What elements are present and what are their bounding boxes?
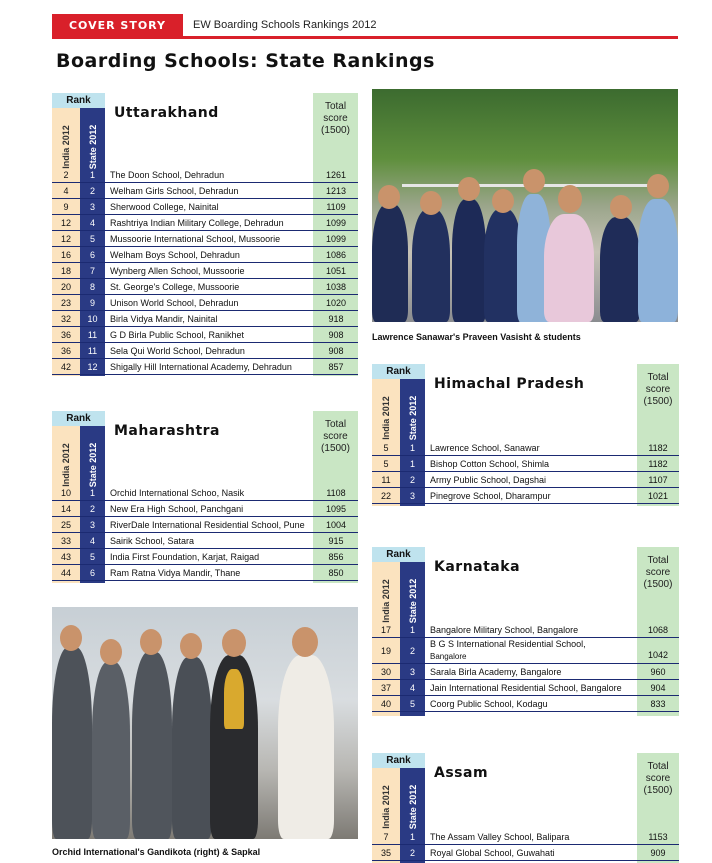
india-rank: 17 [380, 625, 391, 635]
table-row [52, 231, 358, 247]
state-rank: 6 [89, 568, 95, 578]
state-rank: 4 [89, 218, 95, 228]
india-rank: 42 [60, 362, 71, 372]
table-row [372, 845, 679, 861]
table-row [372, 456, 679, 472]
table-row [372, 664, 679, 680]
table-assam [372, 753, 679, 863]
school-name: Jain International Residential School, Bangalore [430, 683, 622, 693]
school-name: The Doon School, Dehradun [110, 170, 225, 180]
india-rank: 5 [383, 443, 389, 453]
header-subtitle: EW Boarding Schools Rankings 2012 [193, 19, 377, 31]
table-row [52, 533, 358, 549]
india-rank: 18 [60, 266, 71, 276]
total-header: Total score (1500) [321, 101, 350, 136]
school-name: Lawrence School, Sanawar [430, 443, 540, 453]
state-rank: 1 [409, 443, 415, 453]
table-row [52, 501, 358, 517]
table-row [52, 215, 358, 231]
state-rank: 11 [87, 330, 98, 340]
india-rank: 36 [60, 346, 71, 356]
table-row [52, 485, 358, 501]
total-score: 1108 [326, 488, 346, 498]
total-score: 915 [328, 536, 344, 546]
school-name: Unison World School, Dehradun [110, 298, 239, 308]
total-score: 918 [328, 314, 344, 324]
table-row [52, 549, 358, 565]
table-row [52, 295, 358, 311]
school-name: Welham Boys School, Dehradun [110, 250, 240, 260]
state-rank: 8 [89, 282, 95, 292]
school-name: Bishop Cotton School, Shimla [430, 459, 550, 469]
india-rank: 16 [60, 250, 71, 260]
india-rank: 35 [380, 848, 391, 858]
table-row [372, 696, 679, 712]
table-row [372, 488, 679, 504]
india-rank: 30 [380, 667, 391, 677]
total-score: 1042 [647, 650, 669, 660]
table-row [52, 167, 358, 183]
state-rank: 4 [89, 536, 95, 546]
total-score: 1182 [648, 443, 668, 453]
total-score: 1213 [325, 186, 347, 196]
table-uttarakhand [52, 93, 358, 376]
india-rank: 20 [60, 282, 71, 292]
school-name: St. George's College, Mussoorie [110, 282, 240, 292]
total-header: Total score (1500) [643, 555, 673, 590]
state-rank: 1 [89, 488, 95, 498]
state-rank: 9 [89, 298, 95, 308]
school-name: Shigally Hill International Academy, Dehradun [110, 362, 292, 372]
header-rule [52, 36, 678, 39]
india-rank: 4 [63, 186, 69, 196]
india-rank: 7 [383, 832, 389, 842]
table-row [52, 183, 358, 199]
state-column: State 2012 [80, 108, 105, 376]
total-score: 1095 [325, 504, 347, 514]
india-rank: 32 [60, 314, 71, 324]
table-row [372, 440, 679, 456]
state-title: Maharashtra [114, 423, 220, 439]
india-rank: 11 [381, 475, 391, 485]
total-score: 908 [328, 330, 344, 340]
state-rank: 2 [409, 646, 415, 656]
table-row [52, 263, 358, 279]
state-rank: 3 [409, 667, 415, 677]
total-score: 909 [650, 848, 666, 858]
total-score: 1020 [325, 298, 347, 308]
row-divider [52, 580, 358, 581]
school-name: Ram Ratna Vidya Mandir, Thane [110, 568, 241, 578]
total-score: 856 [328, 552, 344, 562]
state-rank: 5 [89, 234, 95, 244]
table-row [52, 199, 358, 215]
rank-header: Rank [372, 753, 425, 768]
total-score: 1068 [647, 625, 669, 635]
total-score: 908 [328, 346, 344, 356]
india-rank: 14 [60, 504, 71, 514]
school-name: India First Foundation, Karjat, Raigad [110, 552, 260, 562]
table-karnataka [372, 547, 679, 716]
india-rank: 5 [383, 459, 389, 469]
state-rank: 4 [409, 683, 415, 693]
photo1-caption: Lawrence Sanawar's Praveen Vasisht & students [372, 332, 581, 342]
school-name: RiverDale International Residential School, Pune [110, 520, 305, 530]
india-column: India 2012 [52, 108, 80, 376]
page-title: Boarding Schools: State Rankings [56, 50, 435, 72]
photo2-caption: Orchid International's Gandikota (right) & Sapkal [52, 847, 261, 857]
table-row [52, 565, 358, 581]
india-rank: 44 [60, 568, 71, 578]
school-name: Sarala Birla Academy, Bangalore [430, 667, 562, 677]
state-rank: 10 [87, 314, 98, 324]
school-name: Orchid International Schoo, Nasik [110, 488, 245, 498]
total-score: 1099 [325, 218, 347, 228]
table-row [52, 311, 358, 327]
rank-header: Rank [372, 364, 425, 379]
india-rank: 2 [63, 170, 69, 180]
school-name: Sairik School, Satara [110, 536, 195, 546]
total-score: 833 [650, 699, 666, 709]
state-rank: 6 [89, 250, 95, 260]
school-name: B G S International Residential School, [430, 639, 586, 649]
state-rank: 2 [409, 475, 415, 485]
india-rank: 23 [60, 298, 71, 308]
table-row [372, 829, 679, 845]
school-name: Wynberg Allen School, Mussoorie [110, 266, 245, 276]
india-column: India 2012 [372, 562, 400, 716]
table-row [52, 517, 358, 533]
school-name: Royal Global School, Guwahati [430, 848, 555, 858]
school-name: Rashtriya Indian Military College, Dehradun [110, 218, 284, 228]
india-rank: 33 [60, 536, 71, 546]
school-name: Welham Girls School, Dehradun [110, 186, 239, 196]
school-name: Bangalore Military School, Bangalore [430, 625, 579, 635]
table-row [52, 247, 358, 263]
india-rank: 12 [60, 234, 71, 244]
table-maharashtra [52, 411, 358, 583]
school-name: The Assam Valley School, Balipara [430, 832, 570, 842]
state-rank: 7 [89, 266, 95, 276]
photo-orchid-international [52, 607, 358, 839]
total-score: 1086 [325, 250, 347, 260]
state-column: State 2012 [400, 768, 425, 863]
school-name: Sherwood College, Nainital [110, 202, 219, 212]
india-rank: 36 [60, 330, 71, 340]
india-rank: 40 [380, 699, 391, 709]
table-row [52, 359, 358, 375]
row-divider [372, 503, 679, 504]
india-rank: 19 [380, 646, 391, 656]
state-rank: 2 [89, 186, 95, 196]
state-rank: 2 [89, 504, 95, 514]
row-divider [372, 711, 679, 712]
total-score: 850 [328, 568, 344, 578]
state-title: Assam [434, 765, 489, 781]
state-rank: 1 [89, 170, 95, 180]
rank-header: Rank [52, 93, 105, 108]
state-column: State 2012 [400, 562, 425, 716]
total-score: 1153 [648, 832, 668, 842]
school-name: Army Public School, Dagshai [430, 475, 547, 485]
india-column: India 2012 [52, 426, 80, 583]
india-rank: 10 [60, 488, 71, 498]
state-column: State 2012 [400, 379, 425, 506]
state-rank: 3 [89, 520, 95, 530]
table-row [52, 327, 358, 343]
school-name: Coorg Public School, Kodagu [430, 699, 548, 709]
total-score: 1261 [325, 170, 347, 180]
school-name: Pinegrove School, Dharampur [430, 491, 551, 501]
school-name: New Era High School, Panchgani [110, 504, 244, 514]
india-column: India 2012 [372, 379, 400, 506]
state-title: Himachal Pradesh [434, 376, 585, 392]
school-name: G D Birla Public School, Ranikhet [110, 330, 245, 340]
state-rank: 2 [409, 848, 415, 858]
table-row [52, 279, 358, 295]
total-score: 1182 [648, 459, 668, 469]
india-column: India 2012 [372, 768, 400, 863]
state-rank: 11 [87, 346, 98, 356]
total-header: Total score (1500) [321, 419, 350, 454]
india-rank: 22 [380, 491, 391, 501]
total-score: 1004 [325, 520, 347, 530]
state-rank: 5 [409, 699, 415, 709]
state-rank: 1 [409, 459, 415, 469]
school-name-cont: Bangalore [430, 652, 467, 661]
rank-header: Rank [372, 547, 425, 562]
india-rank: 37 [380, 683, 391, 693]
state-rank: 3 [409, 491, 415, 501]
state-rank: 12 [87, 362, 98, 372]
row-divider [372, 860, 679, 861]
total-score: 1051 [325, 266, 347, 276]
total-score: 904 [650, 683, 666, 693]
india-rank: 43 [60, 552, 71, 562]
school-name: Birla Vidya Mandir, Nainital [110, 314, 218, 324]
table-row [372, 472, 679, 488]
total-score: 1109 [326, 202, 346, 212]
total-score: 960 [650, 667, 666, 677]
table-row [372, 680, 679, 696]
india-rank: 12 [60, 218, 71, 228]
state-rank: 5 [89, 552, 95, 562]
school-name: Mussoorie International School, Mussoorie [110, 234, 281, 244]
total-score: 1107 [648, 475, 668, 485]
total-score: 1021 [647, 491, 669, 501]
total-header: Total score (1500) [643, 372, 673, 407]
table-row [372, 638, 679, 664]
state-rank: 1 [409, 832, 415, 842]
state-rank: 3 [89, 202, 95, 212]
table-row [52, 343, 358, 359]
total-header: Total score (1500) [643, 761, 673, 796]
india-rank: 25 [60, 520, 71, 530]
state-title: Karnataka [434, 559, 521, 575]
page-header [52, 14, 678, 38]
section-tag: COVER STORY [52, 14, 183, 38]
state-title: Uttarakhand [114, 105, 219, 121]
table-row [372, 622, 679, 638]
table-himachal-pradesh [372, 364, 679, 506]
total-score: 1099 [325, 234, 347, 244]
state-rank: 1 [409, 625, 415, 635]
school-name: Sela Qui World School, Dehradun [110, 346, 245, 356]
total-score: 1038 [325, 282, 347, 292]
india-rank: 9 [63, 202, 69, 212]
row-divider [52, 374, 358, 375]
rank-header: Rank [52, 411, 105, 426]
state-column: State 2012 [80, 426, 105, 583]
total-score: 857 [328, 362, 344, 372]
photo-lawrence-sanawar [372, 89, 678, 322]
